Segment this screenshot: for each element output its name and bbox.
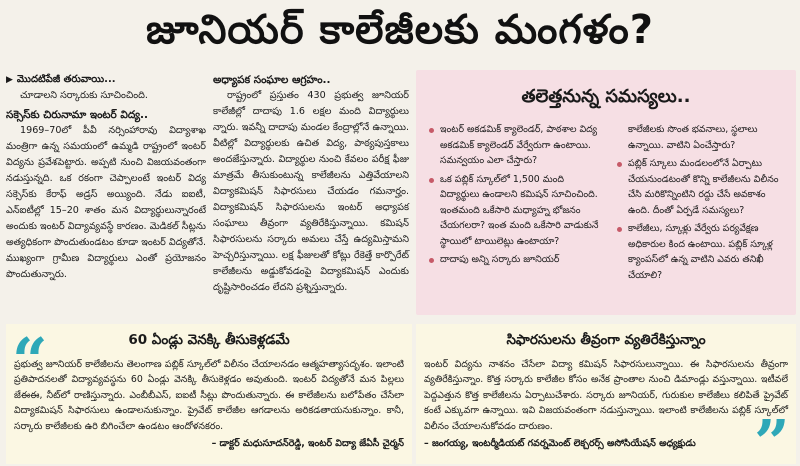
issues-title: తలెత్తనున్న సమస్యలు.. (521, 86, 691, 107)
article-paragraph: 1969–70లో పీవీ నర్సింహారావు విద్యాశాఖ మంత్రిగా ఉన్న సమయంలో ఉమ్మడి రాష్ట్రంలో ఇంటర్ విద్యను ప్రవేశపెట్టారు. అప్పటి నుంచి విజయవంతంగా నడుస్తున్నది. ఒక రకంగా చెప్పాలంటే ఇంటర్ విద్య సక్సెస్‌కు కేరాఫ్ అడ్రస్ అయ్యింది. నేడు ఐఐటీ, ఎన్ఐటీల్లో 15–20 శాతం మన విద్యార్థులున్నారంటే అందుకు ఇంటర్ విద్యావ్యవస్థే కారణం. మెడికల్ సీట్లను అత్యధికంగా పొందుతుండటం కూడా ఇంటర్ విద్యతోనే. ముఖ్యంగా గ్రామీణ విద్యార్థులు ఎంతో ప్రయోజనం పొందుతున్నారు. (6, 125, 206, 280)
headline: జూనియర్ కాలేజీలకు మంగళం? (146, 7, 654, 53)
close-quote-icon: ” (754, 406, 790, 466)
continued-from-front-page (6, 72, 206, 88)
issues-list-right (614, 122, 790, 286)
article-paragraph: రాష్ట్రంలో ప్రస్తుతం 430 ప్రభుత్వ జూనియర్ కాలేజీల్లో దాదాపు 1.6 లక్షల మంది విద్యార్థులు న్నారు. ఇవన్నీ దాదాపు మండల కేంద్రాల్లోనే ఉన్నాయి. వీటిల్లో విద్యార్థులకు ఉచిత విద్య, పాఠ్యపుస్తకాలు అందజేస్తున్నారు. విద్యార్థుల నుంచి కేవలం పరీక్ష ఫీజు మాత్రమే తీసుకుంటున్న కాలేజీలను ఎత్తివేయాలని విద్యాకమిషన్ సిఫారసులు చేయడం గమనార్హం. విద్యాకమిషన్ సిఫారసులను ఇంటర్ అధ్యాపక సంఘాలు తీవ్రంగా వ్యతిరేకిస్తున్నాయి. కమిషన్ సిఫారసులను సర్కారు అమలు చేస్తే ఉద్యమిస్తామని హెచ్చరిస్తున్నాయి. లక్ష ఫీజులతో కోట్లు రేకెత్తే కార్పొరేట్ కాలేజీలను అడ్డుకోవడంపై విద్యాకమిషన్ ఎందుకు దృష్టిసారించడం లేదని ప్రశ్నిస్తున్నారు. (213, 90, 409, 293)
issue-item-continued: కాలేజీలకు సొంత భవనాలు, స్థలాలు ఉన్నాయి. వాటిని ఏంచేస్తారు? (628, 124, 758, 151)
issue-item: ఒక పబ్లిక్ స్కూల్‌లో 1,500 మంది విద్యార్థులు ఉండాలని కమిషన్ సూచించింది. ఇంతమంది ఒకేసారి మధ్యాహ్న భోజనం చేయగలరా? ఇంత మంది ఒకేసారి వాడుకునే స్థాయిలో టాయిలెట్లు ఉంటాయా? (426, 172, 604, 250)
triangle-icon: ▶ (6, 75, 13, 85)
issues-box (416, 70, 796, 315)
quote-signature: – జంగయ్య, ఇంటర్మీడియట్ గవర్నమెంట్ లెక్చరర్స్ అసోసియేషన్ అధ్యక్షుడు (424, 438, 696, 450)
quote-title: సిఫారసులను తీవ్రంగా వ్యతిరేకిస్తున్నాం (506, 332, 706, 348)
quote-signature: – డాక్టర్ మధుసూదన్‌రెడ్డి, ఇంటర్ విద్యా జేఏసీ చైర్మన్ (211, 438, 404, 450)
article-line: చూడాలని సర్కారుకు సూచించింది. (20, 90, 148, 101)
quote-box-left (6, 324, 412, 464)
article-column-1 (6, 72, 206, 283)
issue-item: పబ్లిక్ స్కూలు మండలంలోనే ఏర్పాటు చేయనుండటంతో కొన్ని కాలేజీలను విలీనం చేసి మరికొన్నింటిని రద్దు చేసే అవకాశం ఉంది. దీంతో ఏర్పడే సమస్యలు? (614, 156, 790, 218)
issue-item: దాదాపు అన్ని సర్కారు జూనియర్ (426, 252, 604, 268)
open-quote-icon: “ (12, 324, 48, 397)
quote-title: 60 ఏండ్లు వెనక్కి తీసుకెళ్లడమే (128, 332, 290, 348)
subheading: సక్సెస్‌కు చిరునామా ఇంటర్ విద్య.. (6, 109, 149, 121)
subheading: అధ్యాపక సంఘాల ఆగ్రహం.. (213, 74, 331, 86)
issue-item: ఇంటర్ అకడమిక్ క్యాలెండర్, పాఠశాల విద్య అకడమిక్ క్యాలెండర్ వేర్వేరుగా ఉంటాయి. సమన్వయం ఎలా చేస్తారు? (426, 122, 604, 169)
quote-text: ఇంటర్ విద్యను నాశనం చేసేలా విద్యా కమిషన్ సిఫారసులున్నాయి. ఈ సిఫారసులను తీవ్రంగా వ్యతిరేకిస్తున్నాం. కొత్త సర్కారు కాలేజీల కోసం అనేక ప్రాంతాల నుంచి డిమాండ్లు వస్తున్నాయి. ఇటీవలే పెద్దఎత్తున కొత్త కాలేజీలను ఏర్పాటుచేశారు. సర్కారు జూనియర్, గురుకుల కాలేజీలు కలిపితే ప్రైవేట్ కంటే ఎక్కువగా ఉన్నాయి. ఇవి విజయవంతంగా నడుస్తున్నాయి. ఇలాంటి కాలేజీలను పబ్లిక్ స్కూల్‌లో విలీనం చేయాలనుకోవడం దారుణం. (424, 359, 788, 432)
article-column-2 (213, 72, 409, 296)
quote-text: ప్రభుత్వ జూనియర్ కాలేజీలను తెలంగాణ పబ్లిక్ స్కూల్‌లో విలీనం చేయాలనడం ఆత్మహత్యాసదృశం. ఇలాంటి ప్రతిపాదనలతో విద్యావ్యవస్థను 60 ఏండ్లు వెనక్కి తీసుకెళ్లడం అవుతుంది. ఇంటర్ విద్యతోనే మన పిల్లలు జేఈఈ, నీట్‌లో రాణిస్తున్నారు. ఎంబీబీఎస్, ఐఐటీ సీట్లు పొందుతున్నారు. ఈ కాలేజీలను బలోపేతం చేసేలా విద్యాకమిషన్ సిఫారసులు ఉండాలనుకున్నాం. ప్రైవేట్ కాలేజీల ఆగడాలను అరికడతాయనుకున్నాం. కానీ, సర్కారు కాలేజీలకు ఉరి బిగించేలా ఉండటం ఆందోళనకరం. (14, 359, 404, 432)
quote-body (6, 357, 412, 451)
issue-item: కాలేజీలు, స్కూళ్లు వేర్వేరు పర్యవేక్షణ అధికారుల కింద ఉంటాయి. పబ్లిక్ స్కూళ్ల క్యాంపస్‌లో ఉన్న వాటిని ఎవరు తనిఖీ చేయాలి? (614, 221, 790, 283)
continued-label: మొదటిపేజీ తరువాయి... (16, 74, 116, 85)
issues-list-left (426, 122, 604, 271)
quote-box-right (416, 324, 796, 464)
quote-body (416, 357, 796, 451)
